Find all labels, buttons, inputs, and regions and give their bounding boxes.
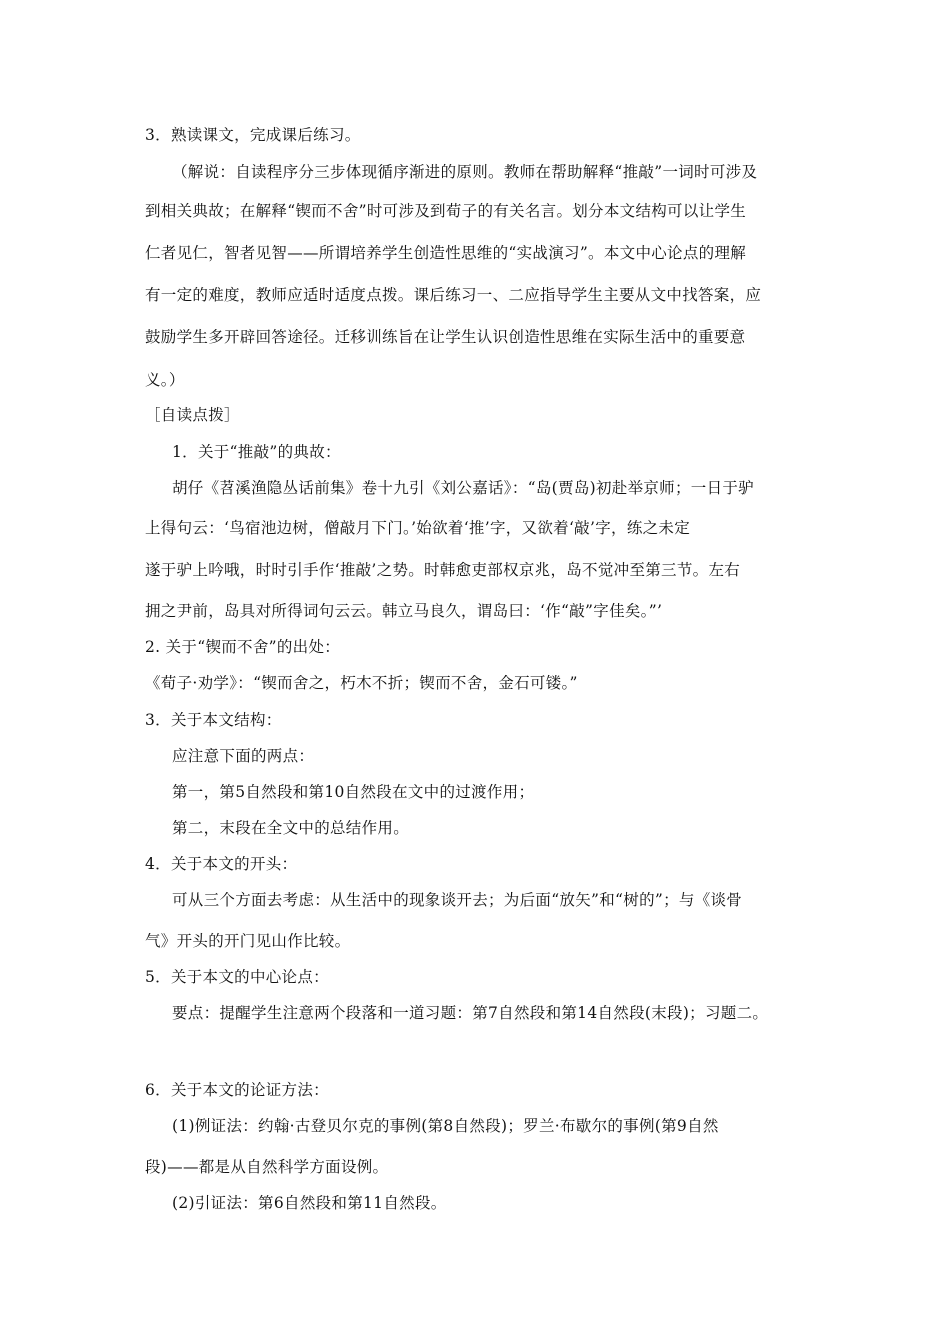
- point-5-heading: 5．关于本文的中心论点：: [145, 968, 329, 986]
- point-2-quote: 《荀子·劝学》：“锲而舍之，朽木不折；锲而不舍，金石可镂。”: [145, 674, 578, 692]
- explanation-line: 义。）: [145, 371, 185, 389]
- point-1-line: 遂于驴上吟哦，时时引手作‘推敲’之势。时韩愈吏部权京兆，岛不觉冲至第三节。左右: [145, 561, 741, 579]
- explanation-line: 鼓励学生多开辟回答途径。迁移训练旨在让学生认识创造性思维在实际生活中的重要意: [145, 328, 746, 346]
- point-4-heading: 4．关于本文的开头：: [145, 855, 298, 873]
- point-2-heading: 2. 关于“锲而不舍”的出处：: [145, 638, 341, 656]
- point-1-line: 上得句云：‘鸟宿池边树，僧敲月下门。’始欲着‘推’字，又欲着‘敲’字，练之未定: [145, 519, 691, 537]
- explanation-line: （解说：自读程序分三步体现循序渐进的原则。教师在帮助解释“推敲”一词时可涉及: [172, 163, 758, 181]
- point-6-line: (1)例证法：约翰·古登贝尔克的事例(第8自然段)；罗兰·布歇尔的事例(第9自然: [172, 1117, 719, 1135]
- point-1-line: 拥之尹前，岛具对所得词句云云。韩立马良久，谓岛曰：‘作“敲”字佳矣。”’: [145, 602, 663, 620]
- point-5-line: 要点：提醒学生注意两个段落和一道习题：第7自然段和第14自然段(末段)；习题二。: [172, 1004, 769, 1022]
- explanation-line: 到相关典故；在解释“锲而不舍”时可涉及到荀子的有关名言。划分本文结构可以让学生: [145, 202, 747, 220]
- point-1-heading: 1．关于“推敲”的典故：: [172, 443, 341, 461]
- point-3-line: 应注意下面的两点：: [172, 747, 315, 765]
- item-3-line: 3．熟读课文，完成课后练习。: [145, 126, 361, 144]
- point-6-heading: 6．关于本文的论证方法：: [145, 1081, 329, 1099]
- point-1-line: 胡仔《苕溪渔隐丛话前集》卷十九引《刘公嘉话》：“岛(贾岛)初赴举京师；一日于驴: [172, 479, 754, 497]
- point-4-line: 可从三个方面去考虑：从生活中的现象谈开去；为后面“放矢”和“树的”；与《谈骨: [172, 891, 743, 909]
- point-3-heading: 3．关于本文结构：: [145, 711, 282, 729]
- point-6-line: (2)引证法：第6自然段和第11自然段。: [172, 1194, 447, 1212]
- explanation-line: 仁者见仁，智者见智——所谓培养学生创造性思维的“实战演习”。本文中心论点的理解: [145, 244, 747, 262]
- point-3-line: 第一，第5自然段和第10自然段在文中的过渡作用；: [172, 783, 535, 801]
- point-6-line: 段)——都是从自然科学方面设例。: [145, 1158, 389, 1176]
- point-3-line: 第二，末段在全文中的总结作用。: [172, 819, 410, 837]
- section-title: ［自读点拨］: [145, 406, 240, 424]
- explanation-line: 有一定的难度，教师应适时适度点拨。课后练习一、二应指导学生主要从文中找答案，应: [145, 286, 762, 304]
- point-4-line: 气》开头的开门见山作比较。: [145, 932, 351, 950]
